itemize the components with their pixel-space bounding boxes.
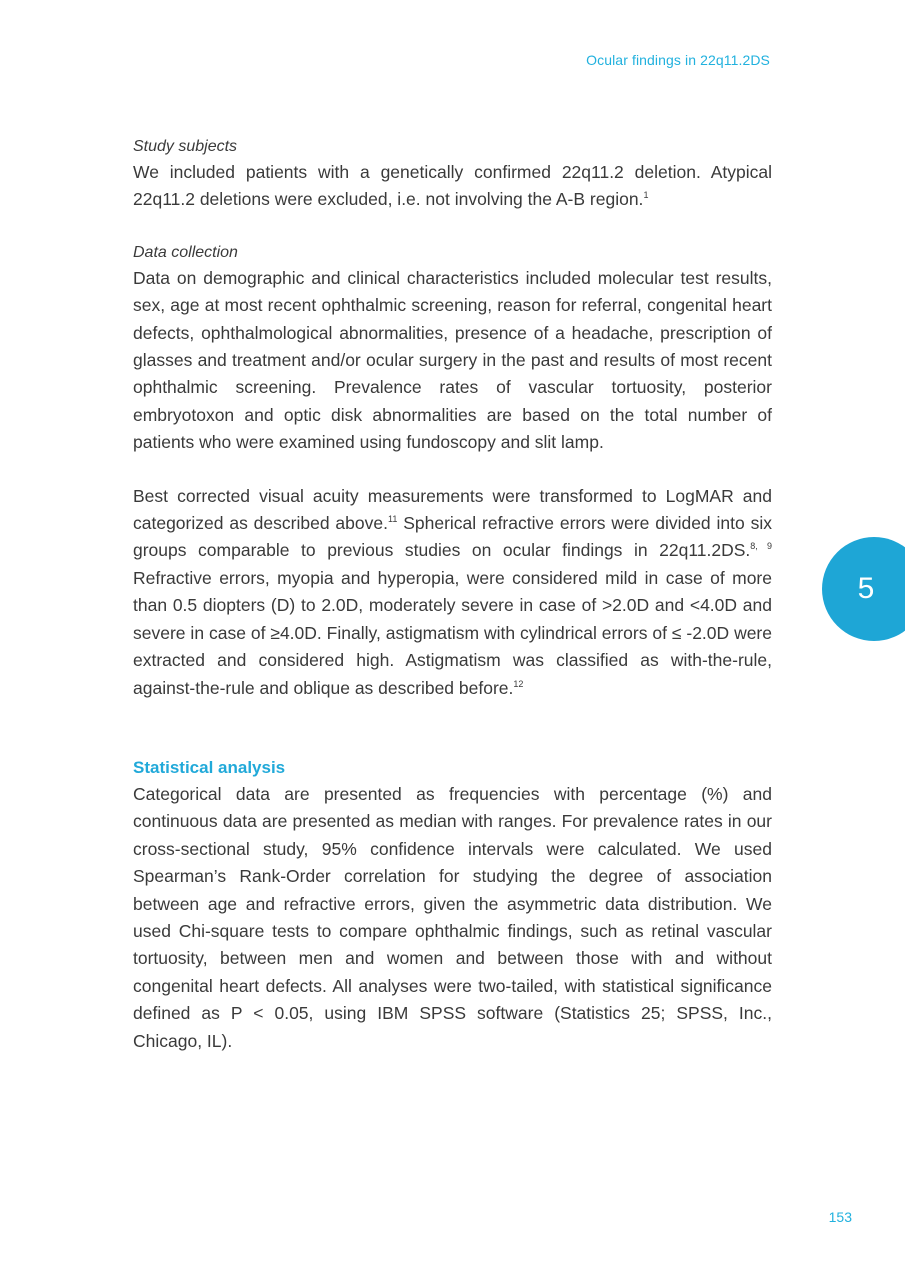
- p2-text-a: Best corrected visual acuity measurements were transformed to LogMAR and categorized as described above.: [133, 485, 772, 534]
- citation-8-9: 8, 9: [750, 541, 772, 552]
- statistical-analysis-paragraph: Categorical data are presented as frequencies with percentage (%) and continuous data are presented as median with ranges. For prevalence rates in our cross-sectional study, 95% confidence intervals were calculated. We used Spearman’s Rank-Order correlation for studying the degree of association between age and refractive errors, given the asymmetric data distribution. We used Chi-square tests to compare ophthalmic findings, such as retinal vascular tortuosity, between men and women and between those with and without congenital heart defects. All analyses were two-tailed, with statistical significance defined as P < 0.05, using IBM SPSS software (Statistics 25; SPSS, Inc., Chicago, IL).: [133, 783, 772, 1051]
- p2-text-c: Refractive errors, myopia and hyperopia, were considered mild in case of more than 0.5 diopters (D) to 2.0D, moderately severe in case of >2.0D and <4.0D and severe in case of ≥4.0D. Finally, astigmatism with cylindrical errors of ≤ -2.0D were extracted and considered high. Astigmatism was classified as with-the-rule, against-the-rule and oblique as described before.: [133, 567, 772, 698]
- study-subjects-text: We included patients with a genetically confirmed 22q11.2 deletion. Atypical 22q11.2 deletions were excluded, i.e. not involving the A-B region.: [133, 162, 772, 210]
- data-collection-heading: Data collection: [133, 243, 238, 261]
- page-number: 153: [828, 1209, 852, 1225]
- page-body: [133, 134, 772, 1055]
- chapter-number: 5: [857, 572, 875, 605]
- statistical-analysis-heading: Statistical analysis: [133, 757, 286, 777]
- data-collection-paragraph-1: Data on demographic and clinical characteristics included molecular test results, sex, age at most recent ophthalmic screening, reason for referral, congenital heart defects, ophthalmological abnormalities, presence of a headache, prescription of glasses and treatment and/or ocular surgery in the past and results of most recent ophthalmic screening. Prevalence rates of vascular tortuosity, posterior embryotoxon and optic disk abnormalities are based on the total number of patients who were examined using fundoscopy and slit lamp.: [133, 267, 772, 453]
- citation-1: 1: [643, 190, 649, 201]
- p2-text-b: Spherical refractive errors were divided into six groups comparable to previous studies on ocular findings in 22q11.2DS.: [133, 513, 772, 561]
- study-subjects-paragraph: [133, 159, 772, 214]
- chapter-tab: [822, 537, 905, 641]
- study-subjects-heading: Study subjects: [133, 138, 238, 155]
- citation-12: 12: [513, 678, 524, 689]
- data-collection-paragraph-2: [133, 483, 772, 702]
- running-head: Ocular findings in 22q11.2DS: [586, 52, 770, 68]
- citation-11: 11: [387, 514, 398, 525]
